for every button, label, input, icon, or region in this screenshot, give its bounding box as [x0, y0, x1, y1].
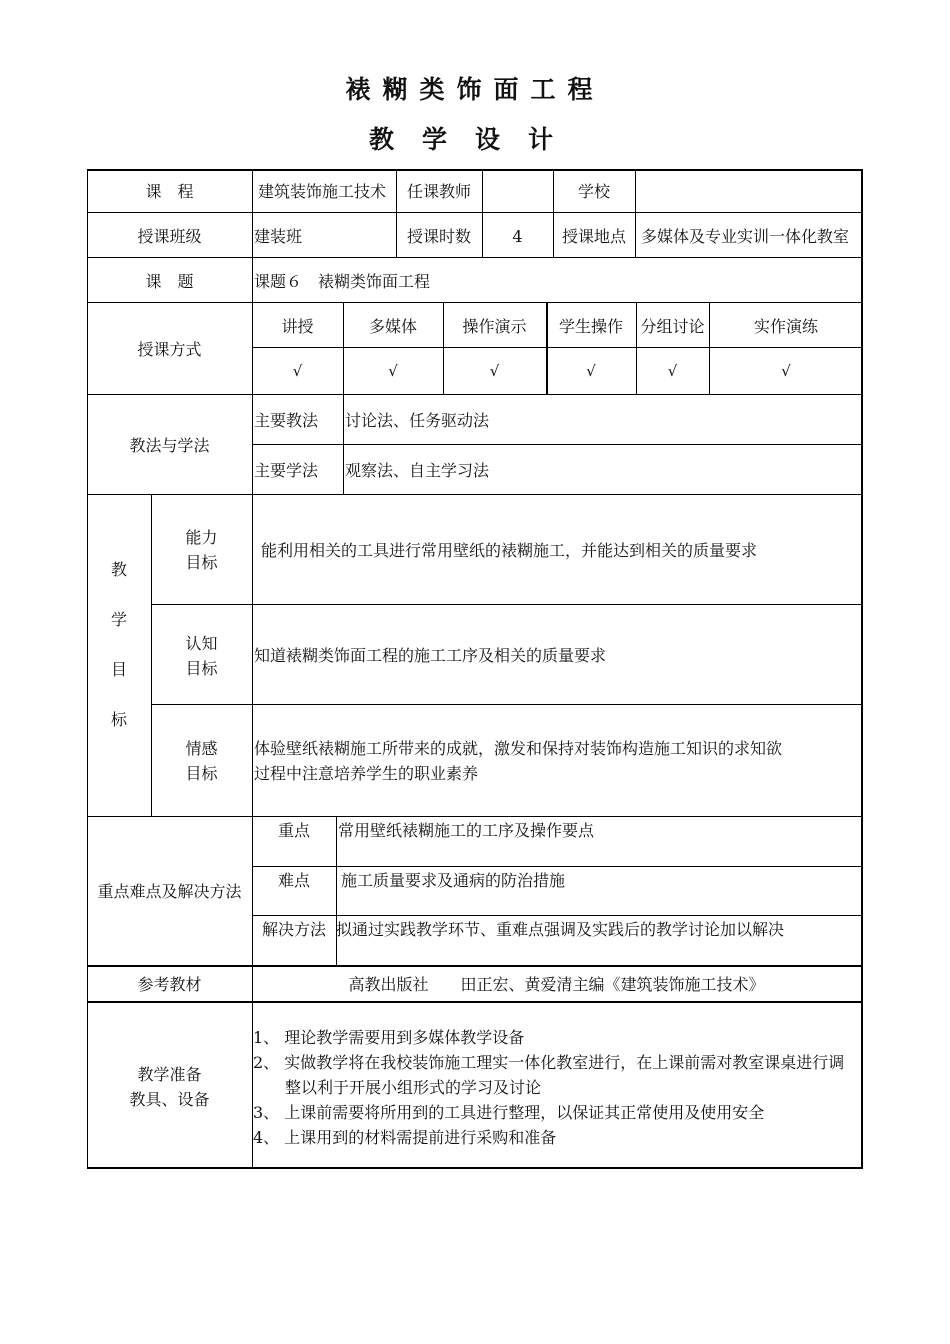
mode-check: √ — [667, 362, 678, 380]
row-line — [87, 212, 863, 213]
school-label: 学校 — [577, 182, 610, 201]
objective-char: 标 — [110, 710, 127, 729]
objective-char: 目 — [110, 660, 127, 679]
reference-label: 参考教材 — [137, 975, 202, 994]
document-subtitle: 教学设计 — [368, 125, 581, 154]
emotion-text: 过程中注意培养学生的职业素养 — [254, 764, 479, 783]
mode-method: 分组讨论 — [640, 317, 705, 336]
row-line — [87, 965, 863, 967]
preparation-label: 教学准备 — [137, 1065, 202, 1084]
preparation-item: 2、 实做教学将在我校装饰施工理实一体化教室进行，在上课前需对教室课桌进行调 — [253, 1053, 845, 1072]
ability-label: 目标 — [185, 553, 218, 572]
learn-method-value: 观察法、自主学习法 — [345, 461, 490, 480]
col-line — [635, 169, 636, 257]
mode-method: 多媒体 — [368, 317, 417, 336]
course-value: 建筑装饰施工技术 — [258, 182, 387, 201]
class-value: 建装班 — [254, 227, 303, 246]
row-line — [87, 816, 863, 817]
table-border-top — [87, 169, 863, 171]
teach-method-value: 讨论法、任务驱动法 — [345, 411, 490, 430]
class-label: 授课班级 — [137, 227, 202, 246]
objective-divider — [151, 604, 863, 605]
teach-method-label: 主要教法 — [254, 411, 319, 430]
row-line — [87, 494, 863, 495]
preparation-label: 教具、设备 — [129, 1090, 210, 1109]
table-border-bottom — [87, 1167, 863, 1169]
difficult-label: 难点 — [277, 871, 310, 890]
cognitive-label: 目标 — [185, 659, 218, 678]
preparation-item: 3、 上课前需要将所用到的工具进行整理，以保证其正常使用及使用安全 — [253, 1103, 765, 1122]
emotion-label: 目标 — [185, 764, 218, 783]
mode-check: √ — [489, 362, 500, 380]
teacher-label: 任课教师 — [406, 182, 471, 201]
keypoints-label: 重点难点及解决方法 — [97, 882, 242, 901]
topic-value: 课题６ 裱糊类饰面工程 — [254, 272, 431, 291]
mode-check: √ — [292, 362, 303, 380]
preparation-item: 整以利于开展小组形式的学习及讨论 — [253, 1078, 542, 1097]
emotion-text: 体验壁纸裱糊施工所带来的成就，激发和保持对装饰构造施工知识的求知欲 — [254, 739, 783, 758]
document-title: 裱糊类饰面工程 — [345, 75, 605, 104]
difficult-value: 施工质量要求及通病的防治措施 — [341, 871, 566, 890]
place-value: 多媒体及专业实训一体化教室 — [641, 227, 850, 246]
methods-label: 教法与学法 — [129, 436, 210, 455]
preparation-item: 1、 理论教学需要用到多媒体教学设备 — [253, 1028, 525, 1047]
keypoint-divider — [252, 915, 863, 916]
course-label: 课 程 — [145, 182, 194, 201]
mode-check: √ — [781, 362, 791, 380]
mode-method: 学生操作 — [558, 317, 623, 336]
ability-label: 能力 — [185, 528, 218, 547]
place-label: 授课地点 — [561, 227, 626, 246]
methods-col-line — [343, 394, 344, 494]
learn-method-label: 主要学法 — [254, 461, 319, 480]
objective-char: 学 — [110, 610, 127, 629]
mode-method: 操作演示 — [462, 317, 527, 336]
cognitive-text: 知道裱糊类饰面工程的施工工序及相关的质量要求 — [254, 646, 607, 665]
emotion-label: 情感 — [185, 739, 218, 758]
row-line — [87, 302, 863, 303]
mode-check: √ — [388, 362, 398, 380]
keypoint-divider — [252, 866, 863, 867]
mode-check: √ — [586, 362, 596, 380]
mode-method: 实作演练 — [753, 317, 818, 336]
objective-char: 教 — [110, 560, 127, 579]
solution-label: 解决方法 — [261, 920, 326, 939]
hours-label: 授课时数 — [406, 227, 471, 246]
reference-value: 高教出版社 田正宏、黄爱清主编《建筑装饰施工技术》 — [348, 975, 765, 994]
row-line — [87, 1001, 863, 1003]
hours-value: 4 — [512, 227, 523, 246]
key-value: 常用壁纸裱糊施工的工序及操作要点 — [338, 821, 595, 840]
mode-method: 讲授 — [281, 317, 314, 336]
cognitive-label: 认知 — [185, 634, 218, 653]
ability-text: 能利用相关的工具进行常用壁纸的裱糊施工，并能达到相关的质量要求 — [261, 541, 758, 560]
row-line — [87, 257, 863, 258]
topic-label: 课 题 — [145, 272, 194, 291]
keypoint-col-line — [336, 816, 337, 965]
solution-value: 拟通过实践教学环节、重难点强调及实践后的教学讨论加以解决 — [336, 920, 785, 939]
mode-label: 授课方式 — [137, 340, 202, 359]
lesson-plan-table — [87, 169, 863, 1169]
row-line — [87, 394, 863, 395]
preparation-item: 4、 上课用到的材料需提前进行采购和准备 — [253, 1128, 557, 1147]
objective-divider — [151, 704, 863, 705]
key-label: 重点 — [277, 821, 310, 840]
